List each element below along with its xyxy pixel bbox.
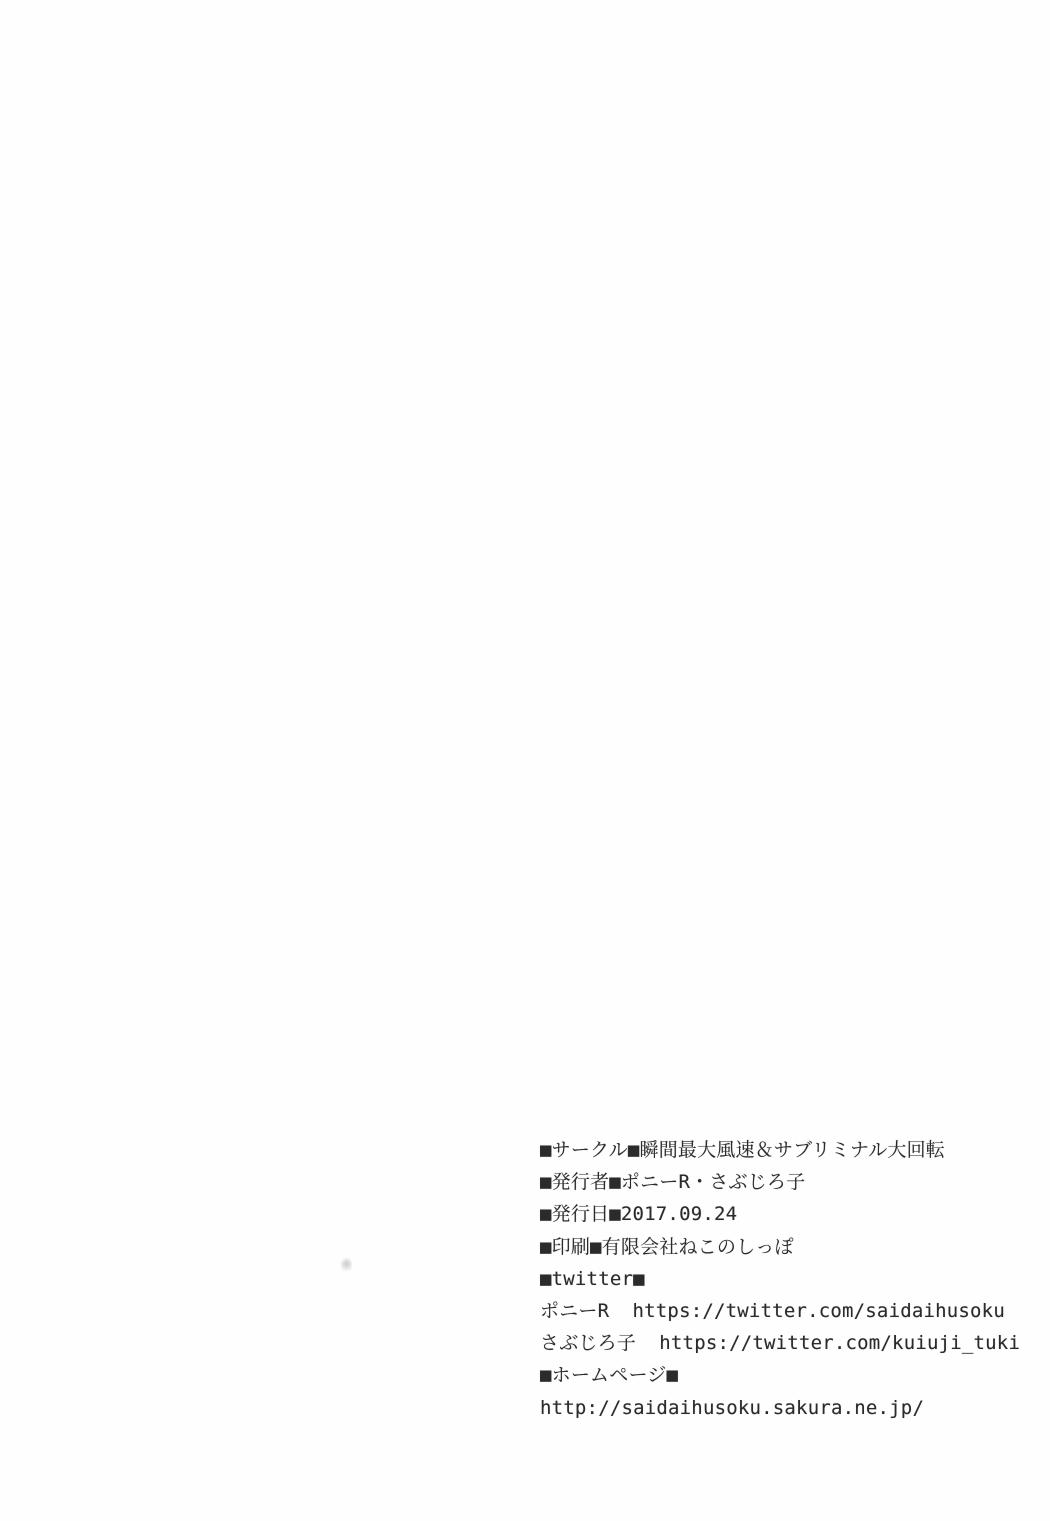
scan-speck-artifact xyxy=(341,1258,352,1273)
colophon-printer-line: ■印刷■有限会社ねこのしっぽ xyxy=(540,1235,794,1258)
colophon-twitter-ponyR-line: ポニーR https://twitter.com/saidaihusoku xyxy=(540,1299,1005,1322)
colophon-twitter-heading: ■twitter■ xyxy=(540,1267,645,1290)
colophon-publish-date-line: ■発行日■2017.09.24 xyxy=(540,1203,738,1226)
colophon-homepage-url: http://saidaihusoku.sakura.ne.jp/ xyxy=(540,1396,925,1419)
colophon-twitter-sabujiroko-line: さぶじろ子 https://twitter.com/kuiuji_tuki xyxy=(540,1332,1021,1355)
colophon-circle-line: ■サークル■瞬間最大風速＆サブリミナル大回転 xyxy=(540,1139,945,1161)
colophon-homepage-heading: ■ホームページ■ xyxy=(540,1364,679,1387)
colophon-block xyxy=(540,1134,1021,1424)
colophon-publisher-line: ■発行者■ポニーR・さぶじろ子 xyxy=(540,1171,806,1194)
